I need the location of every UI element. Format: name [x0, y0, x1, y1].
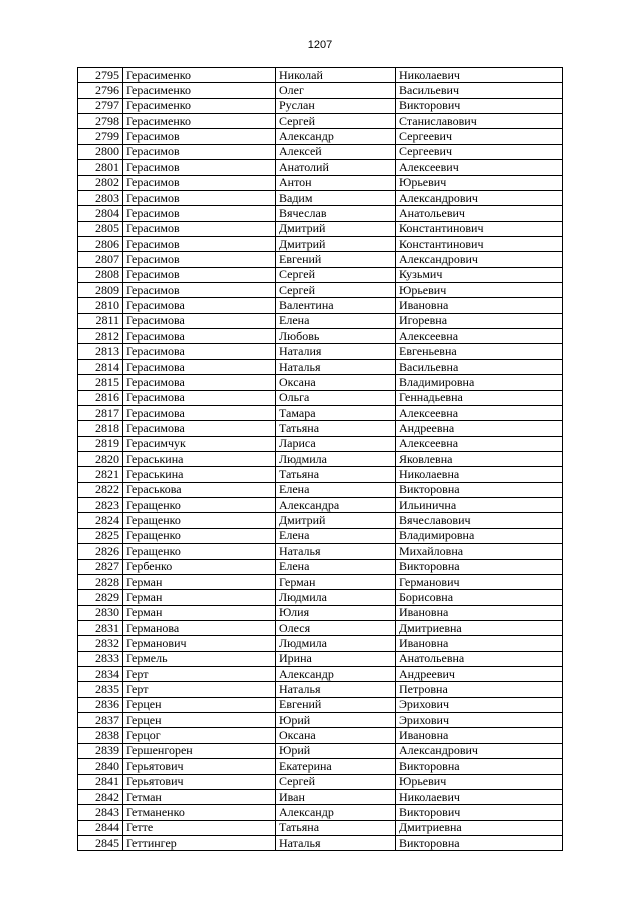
first-name-cell: Юлия: [276, 605, 396, 620]
first-name-cell: Анатолий: [276, 160, 396, 175]
patronymic-cell: Викторовна: [396, 835, 563, 850]
table-row: [78, 743, 563, 758]
row-number-cell: 2800: [78, 144, 123, 159]
patronymic-cell: Викторовна: [396, 559, 563, 574]
table-row: [78, 421, 563, 436]
surname-cell: Герасимова: [123, 390, 276, 405]
surname-cell: Геращенко: [123, 544, 276, 559]
first-name-cell: Наталья: [276, 359, 396, 374]
surname-cell: Гетте: [123, 820, 276, 835]
first-name-cell: Юрий: [276, 743, 396, 758]
row-number-cell: 2830: [78, 605, 123, 620]
row-number-cell: 2796: [78, 83, 123, 98]
surname-cell: Герцог: [123, 728, 276, 743]
first-name-cell: Татьяна: [276, 820, 396, 835]
first-name-cell: Сергей: [276, 283, 396, 298]
table-row: [78, 482, 563, 497]
first-name-cell: Людмила: [276, 636, 396, 651]
row-number-cell: 2837: [78, 713, 123, 728]
surname-cell: Герасимов: [123, 190, 276, 205]
first-name-cell: Алексей: [276, 144, 396, 159]
row-number-cell: 2839: [78, 743, 123, 758]
table-row: [78, 528, 563, 543]
table-row: [78, 298, 563, 313]
first-name-cell: Евгений: [276, 697, 396, 712]
row-number-cell: 2843: [78, 805, 123, 820]
patronymic-cell: Викторовна: [396, 759, 563, 774]
first-name-cell: Александр: [276, 805, 396, 820]
row-number-cell: 2802: [78, 175, 123, 190]
first-name-cell: Наталья: [276, 682, 396, 697]
table-row: [78, 344, 563, 359]
patronymic-cell: Анатольевич: [396, 206, 563, 221]
patronymic-cell: Александрович: [396, 743, 563, 758]
surname-cell: Герасимов: [123, 267, 276, 282]
surname-cell: Герасимов: [123, 175, 276, 190]
table-row: [78, 375, 563, 390]
patronymic-cell: Ивановна: [396, 636, 563, 651]
surname-cell: Герман: [123, 590, 276, 605]
patronymic-cell: Викторович: [396, 805, 563, 820]
table-row: [78, 774, 563, 789]
patronymic-cell: Андреевич: [396, 667, 563, 682]
first-name-cell: Наталья: [276, 835, 396, 850]
patronymic-cell: Евгеньевна: [396, 344, 563, 359]
first-name-cell: Дмитрий: [276, 236, 396, 251]
row-number-cell: 2805: [78, 221, 123, 236]
row-number-cell: 2834: [78, 667, 123, 682]
table-row: [78, 728, 563, 743]
first-name-cell: Лариса: [276, 436, 396, 451]
surname-cell: Германова: [123, 620, 276, 635]
surname-cell: Гераськина: [123, 467, 276, 482]
first-name-cell: Татьяна: [276, 467, 396, 482]
surname-cell: Герт: [123, 682, 276, 697]
patronymic-cell: Эрихович: [396, 697, 563, 712]
table-row: [78, 805, 563, 820]
patronymic-cell: Игоревна: [396, 313, 563, 328]
surname-cell: Герасимова: [123, 313, 276, 328]
patronymic-cell: Яковлевна: [396, 451, 563, 466]
table-row: [78, 114, 563, 129]
patronymic-cell: Александрович: [396, 190, 563, 205]
patronymic-cell: Викторовна: [396, 482, 563, 497]
table-row: [78, 236, 563, 251]
row-number-cell: 2824: [78, 513, 123, 528]
surname-cell: Гетманенко: [123, 805, 276, 820]
table-row: [78, 759, 563, 774]
row-number-cell: 2795: [78, 68, 123, 83]
table-row: [78, 574, 563, 589]
row-number-cell: 2844: [78, 820, 123, 835]
surname-cell: Герьятович: [123, 774, 276, 789]
row-number-cell: 2828: [78, 574, 123, 589]
first-name-cell: Валентина: [276, 298, 396, 313]
patronymic-cell: Ивановна: [396, 728, 563, 743]
first-name-cell: Олеся: [276, 620, 396, 635]
first-name-cell: Руслан: [276, 98, 396, 113]
table-row: [78, 252, 563, 267]
row-number-cell: 2807: [78, 252, 123, 267]
first-name-cell: Елена: [276, 313, 396, 328]
surname-cell: Герасимов: [123, 206, 276, 221]
table-row: [78, 451, 563, 466]
first-name-cell: Наталья: [276, 544, 396, 559]
patronymic-cell: Вячеславович: [396, 513, 563, 528]
first-name-cell: Александр: [276, 667, 396, 682]
first-name-cell: Александра: [276, 498, 396, 513]
first-name-cell: Сергей: [276, 774, 396, 789]
row-number-cell: 2819: [78, 436, 123, 451]
table-row: [78, 467, 563, 482]
surname-cell: Гераськина: [123, 451, 276, 466]
surname-cell: Герасимова: [123, 375, 276, 390]
row-number-cell: 2815: [78, 375, 123, 390]
first-name-cell: Оксана: [276, 728, 396, 743]
table-row: [78, 559, 563, 574]
row-number-cell: 2835: [78, 682, 123, 697]
surname-cell: Герасимов: [123, 221, 276, 236]
first-name-cell: Татьяна: [276, 421, 396, 436]
table-row: [78, 605, 563, 620]
row-number-cell: 2797: [78, 98, 123, 113]
first-name-cell: Любовь: [276, 329, 396, 344]
surname-cell: Герасимчук: [123, 436, 276, 451]
table-row: [78, 498, 563, 513]
row-number-cell: 2838: [78, 728, 123, 743]
name-list-table: [77, 67, 563, 851]
row-number-cell: 2810: [78, 298, 123, 313]
table-row: [78, 175, 563, 190]
page-number: 1207: [307, 39, 333, 51]
patronymic-cell: Ильиничнa: [396, 498, 563, 513]
patronymic-cell: Сергеевич: [396, 144, 563, 159]
table-row: [78, 405, 563, 420]
row-number-cell: 2812: [78, 329, 123, 344]
patronymic-cell: Николаевич: [396, 68, 563, 83]
surname-cell: Геращенко: [123, 528, 276, 543]
table-row: [78, 221, 563, 236]
patronymic-cell: Ивановна: [396, 605, 563, 620]
row-number-cell: 2806: [78, 236, 123, 251]
surname-cell: Герасимов: [123, 283, 276, 298]
surname-cell: Гетман: [123, 789, 276, 804]
patronymic-cell: Константинович: [396, 221, 563, 236]
surname-cell: Герасимов: [123, 129, 276, 144]
first-name-cell: Екатерина: [276, 759, 396, 774]
row-number-cell: 2808: [78, 267, 123, 282]
table-row: [78, 651, 563, 666]
first-name-cell: Антон: [276, 175, 396, 190]
first-name-cell: Вадим: [276, 190, 396, 205]
row-number-cell: 2804: [78, 206, 123, 221]
patronymic-cell: Геннадьевна: [396, 390, 563, 405]
name-list-body: [78, 68, 563, 851]
patronymic-cell: Алексеевна: [396, 329, 563, 344]
table-row: [78, 436, 563, 451]
row-number-cell: 2823: [78, 498, 123, 513]
table-row: [78, 620, 563, 635]
patronymic-cell: Дмитриевна: [396, 620, 563, 635]
surname-cell: Гераськова: [123, 482, 276, 497]
row-number-cell: 2817: [78, 405, 123, 420]
surname-cell: Герасименко: [123, 68, 276, 83]
row-number-cell: 2801: [78, 160, 123, 175]
first-name-cell: Олег: [276, 83, 396, 98]
table-row: [78, 636, 563, 651]
surname-cell: Герасимова: [123, 344, 276, 359]
surname-cell: Гербенко: [123, 559, 276, 574]
patronymic-cell: Николаевна: [396, 467, 563, 482]
surname-cell: Герасимов: [123, 160, 276, 175]
table-row: [78, 206, 563, 221]
row-number-cell: 2826: [78, 544, 123, 559]
table-row: [78, 513, 563, 528]
first-name-cell: Людмила: [276, 451, 396, 466]
first-name-cell: Тамара: [276, 405, 396, 420]
first-name-cell: Оксана: [276, 375, 396, 390]
surname-cell: Герасимова: [123, 405, 276, 420]
table-row: [78, 83, 563, 98]
table-row: [78, 68, 563, 83]
surname-cell: Гермель: [123, 651, 276, 666]
row-number-cell: 2818: [78, 421, 123, 436]
table-row: [78, 590, 563, 605]
row-number-cell: 2836: [78, 697, 123, 712]
surname-cell: Герцен: [123, 697, 276, 712]
row-number-cell: 2799: [78, 129, 123, 144]
table-row: [78, 390, 563, 405]
first-name-cell: Дмитрий: [276, 221, 396, 236]
table-row: [78, 667, 563, 682]
first-name-cell: Людмила: [276, 590, 396, 605]
first-name-cell: Вячеслав: [276, 206, 396, 221]
table-row: [78, 98, 563, 113]
first-name-cell: Евгений: [276, 252, 396, 267]
first-name-cell: Елена: [276, 559, 396, 574]
surname-cell: Герцен: [123, 713, 276, 728]
row-number-cell: 2814: [78, 359, 123, 374]
patronymic-cell: Константинович: [396, 236, 563, 251]
patronymic-cell: Александрович: [396, 252, 563, 267]
surname-cell: Герасимова: [123, 329, 276, 344]
table-row: [78, 144, 563, 159]
surname-cell: Герьятович: [123, 759, 276, 774]
patronymic-cell: Юрьевич: [396, 774, 563, 789]
row-number-cell: 2831: [78, 620, 123, 635]
row-number-cell: 2821: [78, 467, 123, 482]
first-name-cell: Ольга: [276, 390, 396, 405]
surname-cell: Герман: [123, 605, 276, 620]
table-row: [78, 835, 563, 850]
surname-cell: Германович: [123, 636, 276, 651]
table-row: [78, 697, 563, 712]
row-number-cell: 2822: [78, 482, 123, 497]
surname-cell: Герман: [123, 574, 276, 589]
table-row: [78, 789, 563, 804]
first-name-cell: Елена: [276, 482, 396, 497]
first-name-cell: Герман: [276, 574, 396, 589]
table-row: [78, 713, 563, 728]
patronymic-cell: Алексеевич: [396, 160, 563, 175]
first-name-cell: Дмитрий: [276, 513, 396, 528]
surname-cell: Геттингер: [123, 835, 276, 850]
surname-cell: Герасимова: [123, 359, 276, 374]
table-row: [78, 313, 563, 328]
row-number-cell: 2842: [78, 789, 123, 804]
first-name-cell: Николай: [276, 68, 396, 83]
table-row: [78, 682, 563, 697]
patronymic-cell: Алексеевна: [396, 436, 563, 451]
patronymic-cell: Кузьмич: [396, 267, 563, 282]
surname-cell: Герасименко: [123, 83, 276, 98]
row-number-cell: 2798: [78, 114, 123, 129]
surname-cell: Герасимова: [123, 298, 276, 313]
table-row: [78, 190, 563, 205]
surname-cell: Геращенко: [123, 498, 276, 513]
surname-cell: Герасимов: [123, 252, 276, 267]
first-name-cell: Наталия: [276, 344, 396, 359]
row-number-cell: 2809: [78, 283, 123, 298]
surname-cell: Герасимова: [123, 421, 276, 436]
table-row: [78, 160, 563, 175]
first-name-cell: Сергей: [276, 114, 396, 129]
patronymic-cell: Борисовна: [396, 590, 563, 605]
surname-cell: Герасимов: [123, 236, 276, 251]
row-number-cell: 2816: [78, 390, 123, 405]
first-name-cell: Ирина: [276, 651, 396, 666]
table-row: [78, 129, 563, 144]
first-name-cell: Елена: [276, 528, 396, 543]
first-name-cell: Иван: [276, 789, 396, 804]
patronymic-cell: Васильевич: [396, 83, 563, 98]
first-name-cell: Сергей: [276, 267, 396, 282]
patronymic-cell: Анатольевна: [396, 651, 563, 666]
patronymic-cell: Владимировна: [396, 375, 563, 390]
patronymic-cell: Михайловна: [396, 544, 563, 559]
table-row: [78, 359, 563, 374]
row-number-cell: 2820: [78, 451, 123, 466]
table-row: [78, 283, 563, 298]
surname-cell: Геращенко: [123, 513, 276, 528]
row-number-cell: 2803: [78, 190, 123, 205]
first-name-cell: Юрий: [276, 713, 396, 728]
patronymic-cell: Андреевна: [396, 421, 563, 436]
patronymic-cell: Алексеевна: [396, 405, 563, 420]
patronymic-cell: Ивановна: [396, 298, 563, 313]
patronymic-cell: Юрьевич: [396, 283, 563, 298]
row-number-cell: 2841: [78, 774, 123, 789]
row-number-cell: 2840: [78, 759, 123, 774]
row-number-cell: 2832: [78, 636, 123, 651]
row-number-cell: 2833: [78, 651, 123, 666]
surname-cell: Герасимов: [123, 144, 276, 159]
patronymic-cell: Петровна: [396, 682, 563, 697]
patronymic-cell: Николаевич: [396, 789, 563, 804]
table-row: [78, 820, 563, 835]
patronymic-cell: Станиславович: [396, 114, 563, 129]
patronymic-cell: Васильевна: [396, 359, 563, 374]
row-number-cell: 2811: [78, 313, 123, 328]
table-row: [78, 329, 563, 344]
first-name-cell: Александр: [276, 129, 396, 144]
patronymic-cell: Юрьевич: [396, 175, 563, 190]
row-number-cell: 2845: [78, 835, 123, 850]
patronymic-cell: Викторович: [396, 98, 563, 113]
table-row: [78, 544, 563, 559]
table-row: [78, 267, 563, 282]
row-number-cell: 2827: [78, 559, 123, 574]
surname-cell: Гершенгорен: [123, 743, 276, 758]
row-number-cell: 2825: [78, 528, 123, 543]
patronymic-cell: Эрихович: [396, 713, 563, 728]
surname-cell: Герт: [123, 667, 276, 682]
patronymic-cell: Владимировна: [396, 528, 563, 543]
patronymic-cell: Дмитриевна: [396, 820, 563, 835]
surname-cell: Герасименко: [123, 98, 276, 113]
row-number-cell: 2813: [78, 344, 123, 359]
surname-cell: Герасименко: [123, 114, 276, 129]
patronymic-cell: Сергеевич: [396, 129, 563, 144]
row-number-cell: 2829: [78, 590, 123, 605]
patronymic-cell: Германович: [396, 574, 563, 589]
